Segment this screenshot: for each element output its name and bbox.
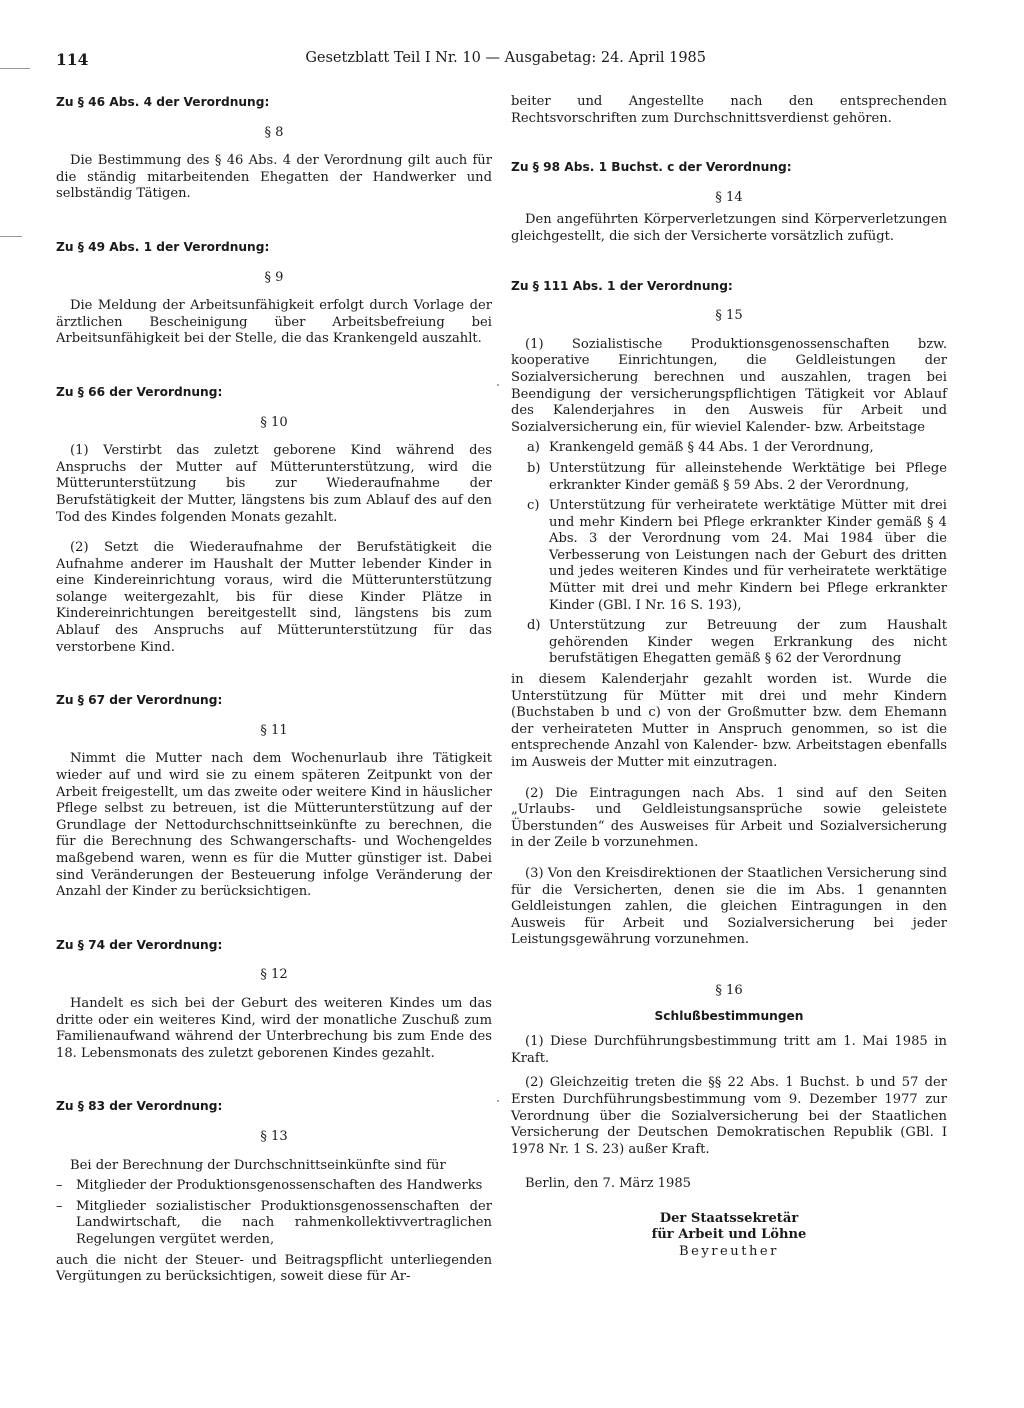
paragraph-text: (1) Verstirbt das zuletzt geborene Kind während des Anspruchs der Mutter auf Mütterunterstützung, wird die Mütterunterstützung bis zur Wiederaufnahme der Berufstätigkeit der Mutter, längstens bis zum Ablauf des auf den Tod des Kindes folgenden Monats gezahlt. (56, 443, 492, 525)
paragraph-text: Die Meldung der Arbeitsunfähigkeit erfolgt durch Vorlage der ärztlichen Bescheinigung über Arbeitsbefreiung bei Arbeitsunfähigkeit bei der Stelle, die das Krankengeld auszahlt. (56, 298, 492, 347)
paragraph-text: beiter und Angestellte nach den entsprechenden Rechtsvorschriften zum Durchschnittsverdienst gehören. (511, 94, 947, 126)
section-heading: Zu § 111 Abs. 1 der Verordnung: (511, 278, 733, 293)
paragraph-text: Den angeführten Körperverletzungen sind Körperverletzungen gleichgestellt, die sich der Versicherte vorsätzlich zufügt. (511, 212, 947, 244)
left-column (56, 94, 492, 1286)
section-heading: Zu § 98 Abs. 1 Buchst. c der Verordnung: (511, 160, 792, 175)
dash-marker: – (56, 1198, 63, 1214)
list-item: – Mitglieder der Produktionsgenossenschaften des Handwerks (56, 1178, 483, 1194)
paragraph-number: § 11 (260, 722, 288, 738)
paragraph-text: (2) Setzt die Wiederaufnahme der Berufstätigkeit die Aufnahme anderer im Haushalt der Mutter lebender Kinder in eine Kindereinrichtung voraus, wird die Mütterunterstützung solange weitergezahlt, bis für diese Kinder Plätze in Kindereinrichtungen bereitgestellt sind, längstens bis zum Ablauf des Anspruchs auf Mütterunterstützung für das verstorbene Kind. (56, 540, 492, 655)
paragraph-text: (2) Die Eintragungen nach Abs. 1 sind auf den Seiten „Urlaubs- und Geldleistungsansprüche sowie geleistete Überstunden“ des Ausweises für Arbeit und Sozialversicherung in der Zeile b vorzunehmen. (511, 785, 947, 851)
paragraph-number: § 15 (715, 308, 743, 324)
signatory-name: Beyreuther (679, 1244, 779, 1260)
place-date: Berlin, den 7. März 1985 (525, 1176, 691, 1192)
paragraph-number: § 14 (715, 189, 743, 205)
section-title: Schlußbestimmungen (654, 1008, 804, 1023)
margin-mark (0, 236, 22, 237)
dash-marker: – (56, 1178, 63, 1194)
paragraph-number: § 8 (264, 124, 284, 140)
list-item: d) Unterstützung zur Betreuung der zum Haushalt gehörenden Kinder wegen Erkrankung des nicht berufstätigen Ehegatten gemäß § 62 der Verordnung (527, 618, 947, 667)
section-heading: Zu § 49 Abs. 1 der Verordnung: (56, 239, 270, 254)
section-heading: Zu § 74 der Verordnung: (56, 937, 223, 952)
paragraph-text: Die Bestimmung des § 46 Abs. 4 der Verordnung gilt auch für die ständig mitarbeitenden Ehegatten der Handwerker und selbständig Tätigen. (56, 153, 492, 202)
paragraph-text: Bei der Berechnung der Durchschnittseinkünfte sind für (70, 1157, 446, 1173)
paragraph-text: (1) Sozialistische Produktionsgenossenschaften bzw. kooperative Einrichtungen, die Geldleistungen der Sozialversicherung berechnen und auszahlen, tragen bei Beendigung der versicherungspflichtigen Tätigkeit vor Ablauf des Kalenderjahres in den Ausweis für Arbeit und Sozialversicherung ein, für wieviel Kalender- bzw. Arbeitstage (511, 336, 947, 435)
list-item: – Mitglieder sozialistischer Produktionsgenossenschaften der Landwirtschaft, die nach rahmenkollektivvertraglichen Regelungen vergütet werden, (56, 1198, 492, 1247)
page-header (56, 50, 706, 72)
signatory-ministry: für Arbeit und Löhne (651, 1227, 807, 1243)
paragraph-number: § 10 (260, 414, 288, 430)
scan-dot (497, 1100, 499, 1102)
paragraph-text: Handelt es sich bei der Geburt des weiteren Kindes um das dritte oder ein weiteres Kind, wird der monatliche Zuschuß zum Familienaufwand während der Unterbrechung bis zum Ende des 18. Lebensmonats des zuletzt geborenen Kindes gezahlt. (56, 995, 492, 1061)
paragraph-number: § 13 (260, 1128, 288, 1144)
paragraph-number: § 16 (715, 982, 743, 998)
list-item: c) Unterstützung für verheiratete werktätige Mütter mit drei und mehr Kindern bei Pflege erkrankter Kinder gemäß § 4 Abs. 3 der Verordnung vom 24. Mai 1984 über die Verbesserung von Leistungen nach der Geburt des dritten und jedes weiteren Kindes und für verheiratete werktätige Mütter mit drei und mehr Kindern bei Pflege erkrankter Kinder (GBl. I Nr. 16 S. 193), (527, 498, 947, 613)
paragraph-text: (3) Von den Kreisdirektionen der Staatlichen Versicherung sind für die Versicherten, denen sie die im Abs. 1 genannten Geldleistungen zahlen, die gleichen Eintragungen in den Ausweis für Arbeit und Sozialversicherung bei jeder Leistungsgewährung vorzunehmen. (511, 865, 947, 948)
section-heading: Zu § 67 der Verordnung: (56, 693, 223, 708)
margin-mark (0, 68, 30, 69)
paragraph-text: (1) Diese Durchführungsbestimmung tritt am 1. Mai 1985 in Kraft. (511, 1034, 947, 1066)
section-heading: Zu § 46 Abs. 4 der Verordnung: (56, 95, 270, 109)
right-column (511, 94, 947, 1261)
signatory-title: Der Staatssekretär (659, 1210, 799, 1226)
paragraph-text: (2) Gleichzeitig treten die §§ 22 Abs. 1 Buchst. b und 57 der Ersten Durchführungsbestimmung vom 9. Dezember 1977 zur Verordnung über die Sozialversicherung bei der Staatlichen Versicherung der Deutschen Demokratischen Republik (GBl. I 1978 Nr. 1 S. 23) außer Kraft. (511, 1075, 947, 1157)
paragraph-number: § 12 (260, 967, 288, 983)
section-heading: Zu § 66 der Verordnung: (56, 384, 223, 399)
paragraph-text: auch die nicht der Steuer- und Beitragspflicht unterliegenden Vergütungen zu berücksichtigen, soweit diese für Ar- (56, 1252, 492, 1285)
list-item: a) Krankengeld gemäß § 44 Abs. 1 der Verordnung, (527, 440, 874, 456)
paragraph-number: § 9 (264, 269, 284, 285)
paragraph-text: in diesem Kalenderjahr gezahlt worden ist. Wurde die Unterstützung für Mütter mit drei und mehr Kindern (Buchstaben b und c) von der Großmutter bzw. dem Ehemann der verheirateten Mutter in Anspruch genommen, so ist die entsprechende Anzahl von Kalender- bzw. Arbeitstagen ebenfalls im Ausweis der Mutter mit einzutragen. (511, 672, 947, 770)
page-number: 114 (56, 50, 89, 69)
scan-dot (497, 384, 499, 386)
gazette-title: Gesetzblatt Teil I Nr. 10 — Ausgabetag: 24. April 1985 (305, 50, 706, 66)
section-heading: Zu § 83 der Verordnung: (56, 1099, 223, 1114)
paragraph-text: Nimmt die Mutter nach dem Wochenurlaub ihre Tätigkeit wieder auf und wird sie zu einem späteren Zeitpunkt von der Arbeit freigestellt, um das zweite oder weitere Kind in häuslicher Pflege selbst zu betreuen, ist die Mütterunterstützung auf der Grundlage der Nettodurchschnittseinkünfte zu berechnen, die für die Berechnung des Schwangerschafts- und Wochengeldes maßgebend waren, wenn es für die Mutter günstiger ist. Dabei sind Veränderungen der Besteuerung infolge Veränderung der Anzahl der Kinder zu berücksichtigen. (56, 751, 492, 900)
list-item: b) Unterstützung für alleinstehende Werktätige bei Pflege erkrankter Kinder gemäß § 59 Abs. 2 der Verordnung, (527, 460, 947, 493)
